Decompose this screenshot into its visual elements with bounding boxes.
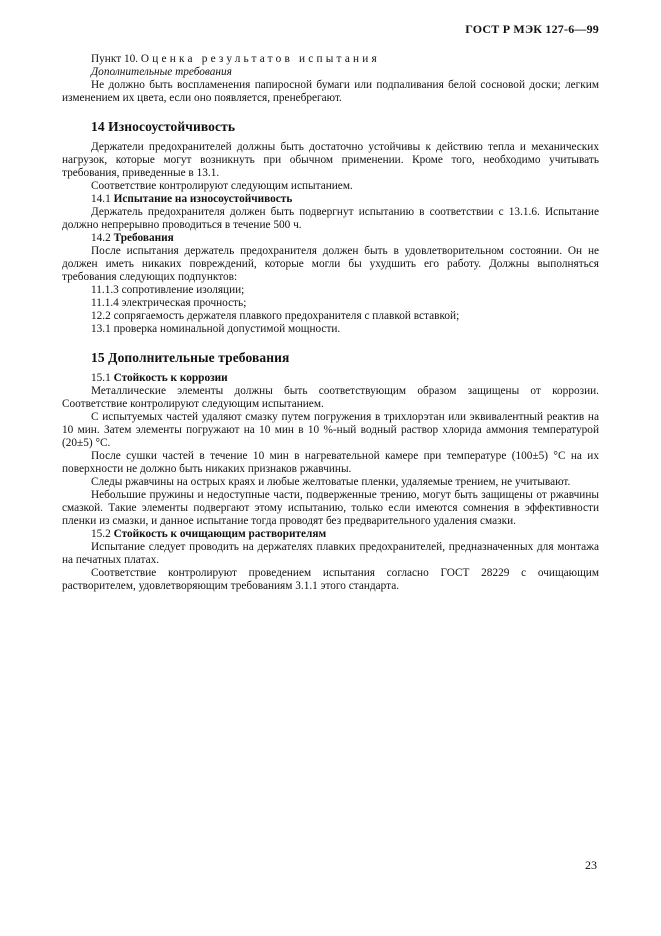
subsection-number: 14.2 [91,232,111,244]
subsection-number: 15.1 [91,372,111,384]
section-14-paragraph: Держатели предохранителей должны быть достаточно устойчивы к действию тепла и механических нагрузок, которые могут возникнуть при обычном применении. Кроме того, необходимо учитывать требования, приведенные в 13.1. [62,141,599,179]
subsection-15-2-heading [62,528,599,541]
list-item: 11.1.4 электрическая прочность; [91,297,247,309]
section-15-paragraph: С испытуемых частей удаляют смазку путем погружения в трихлорэтан или эквивалентный реактив на 10 мин. Затем элементы погружают на 10 мин в 10 %-ный водный раствор хлорида аммония температурой (20±5) °С. [62,411,599,449]
section-15-paragraph: Небольшие пружины и недоступные части, подверженные трению, могут быть защищены от ржавчины смазкой. Такие элементы подвергают этому испытанию, только если имеются сомнения в эффективности пленки из смазки, и данное испытание тогда проводят без предварительного удаления смазки. [62,489,599,527]
page-number: 23 [585,858,597,872]
list-item: 13.1 проверка номинальной допустимой мощности. [91,323,341,335]
section-14-paragraph: После испытания держатель предохранителя должен быть в удовлетворительном состоянии. Он не должен иметь никаких повреждений, которые могли бы ухудшить его работу. Должны выполняться требования следующих подпунктов: [62,245,599,283]
clause-10-label: Пункт 10. [91,53,139,65]
subsection-14-1-heading [62,193,599,206]
clause-10-title: Оценка результатов испытания [140,53,380,65]
section-15-paragraph: Следы ржавчины на острых краях и любые желтоватые пленки, удаляемые трением, не учитывают. [91,476,571,488]
clause-10-heading [62,53,599,66]
section-15-paragraph: После сушки частей в течение 10 мин в нагревательной камере при температуре (100±5) °С на их поверхности не должно быть никаких признаков ржавчины. [62,450,599,475]
section-14-paragraph: Соответствие контролируют следующим испытанием. [91,180,353,192]
section-14-title: 14 Износоустойчивость [91,119,236,134]
section-15-paragraph: Испытание следует проводить на держателях плавких предохранителей, предназначенных для монтажа на печатных платах. [62,541,599,566]
subsection-title: Испытание на износоустойчивость [113,193,293,205]
subsection-14-2-heading [62,232,599,245]
subsection-number: 14.1 [91,193,111,205]
subsection-title: Требования [113,232,174,244]
subsection-title: Стойкость к очищающим растворителям [113,528,327,540]
document-header: ГОСТ Р МЭК 127-6—99 [465,22,599,36]
clause-10-extra: Дополнительные требования [91,66,232,78]
clause-10-text: Не должно быть воспламенения папиросной бумаги или подпаливания белой сосновой доски; легким изменением их цвета, если оно появляется, пренебрегают. [62,79,599,104]
section-15-paragraph: Металлические элементы должны быть соответствующим образом защищены от коррозии. Соответствие контролируют следующим испытанием. [62,385,599,410]
page-content [62,53,599,593]
list-item: 12.2 сопрягаемость держателя плавкого предохранителя с плавкой вставкой; [91,310,460,322]
list-item: 11.1.3 сопротивление изоляции; [91,284,245,296]
subsection-title: Стойкость к коррозии [113,372,228,384]
section-15-title: 15 Дополнительные требования [91,350,290,365]
section-14-paragraph: Держатель предохранителя должен быть подвергнут испытанию в соответствии с 13.1.6. Испытание должно непрерывно проводиться в течение 500 ч. [62,206,599,231]
subsection-15-1-heading [62,372,599,385]
section-15-paragraph: Соответствие контролируют проведением испытания согласно ГОСТ 28229 с очищающим растворителем, удовлетворяющим требованиям 3.1.1 этого стандарта. [62,567,599,592]
subsection-number: 15.2 [91,528,111,540]
